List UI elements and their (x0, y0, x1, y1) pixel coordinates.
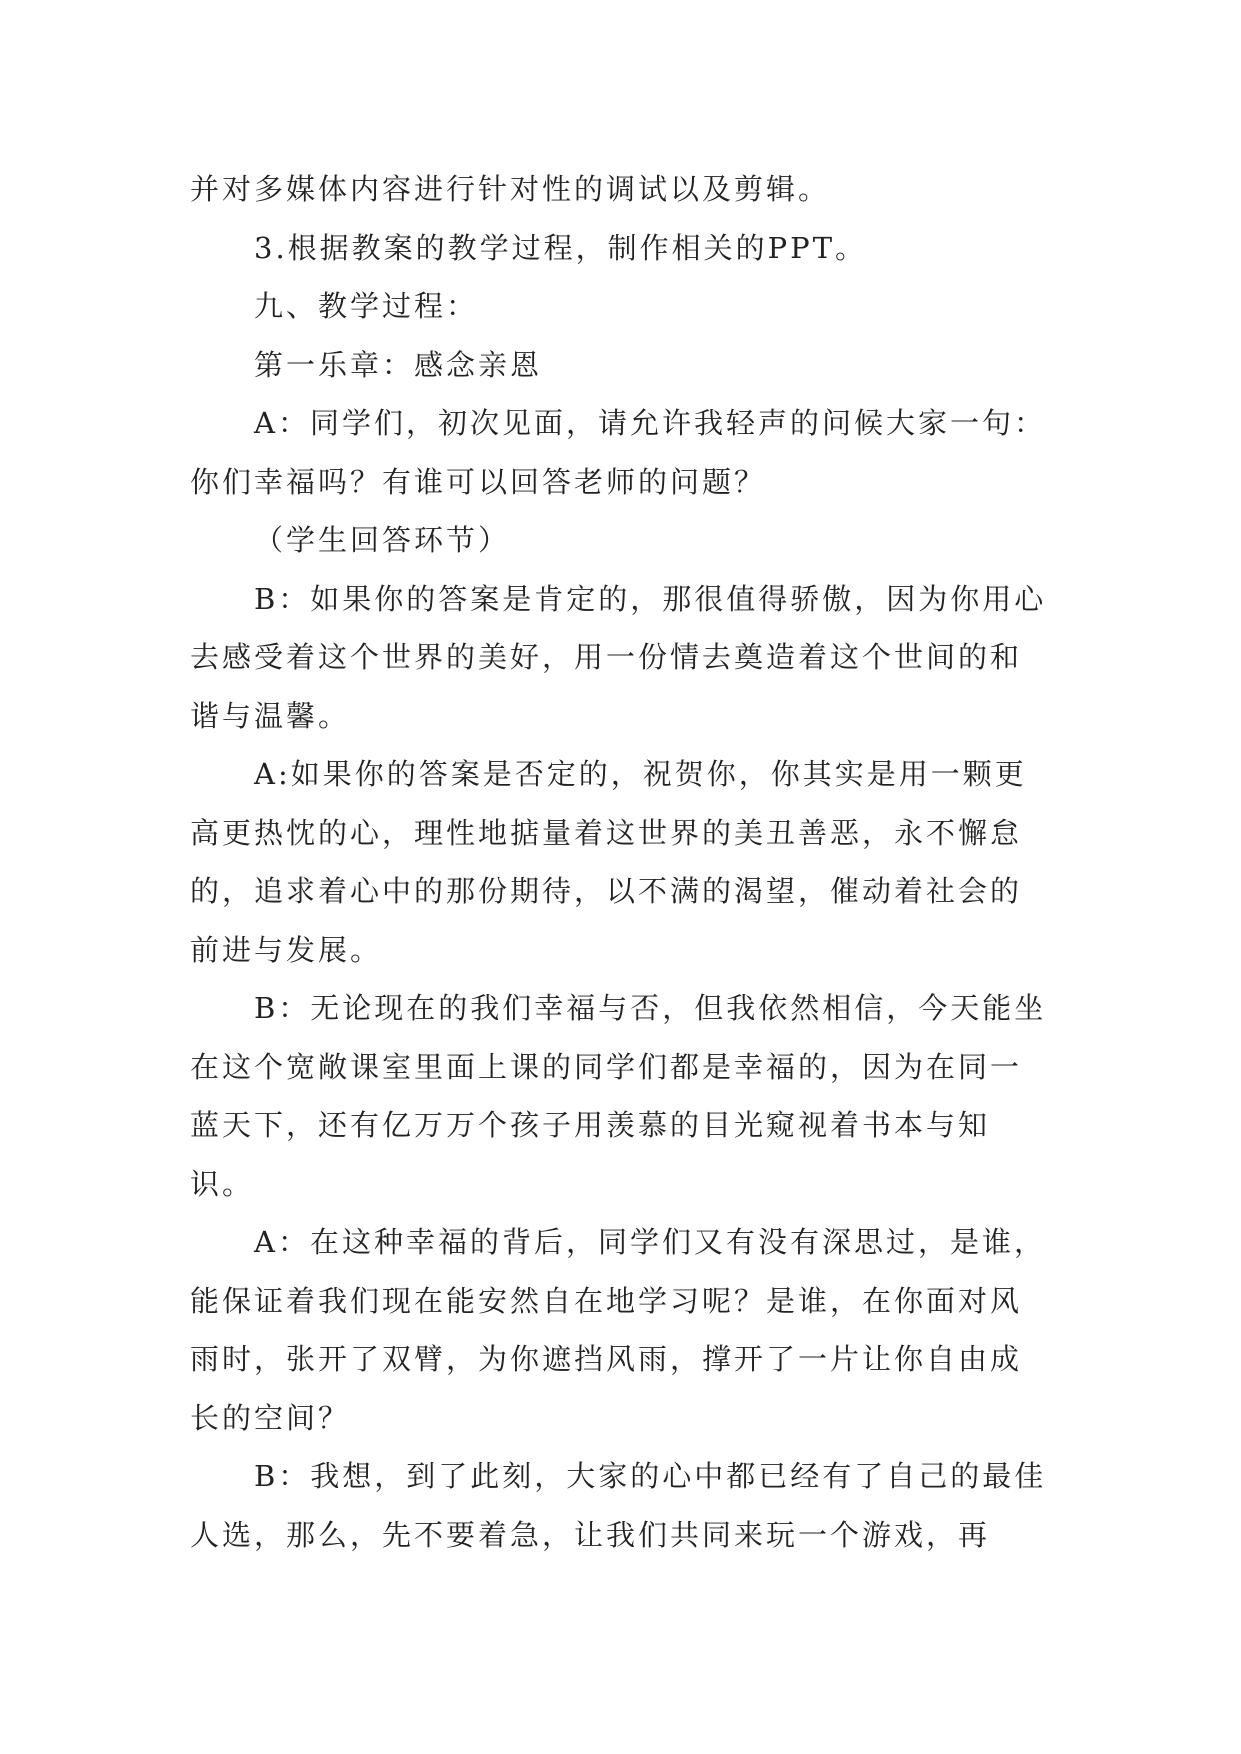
paragraph-dialogue-a1: A：同学们，初次见面，请允许我轻声的问候大家一句：你们幸福吗？有谁可以回答老师的问题？ (190, 406, 1046, 499)
paragraph-continuation: 并对多媒体内容进行针对性的调试以及剪辑。 (190, 172, 831, 206)
paragraph-dialogue-a3: A：在这种幸福的背后，同学们又有没有深思过，是谁，能保证着我们现在能安然自在地学习呢？是谁，在你面对风雨时，张开了双臂，为你遮挡风雨，撑开了一片让你自由成长的空间？ (190, 1225, 1046, 1435)
document-body (190, 160, 1050, 1564)
paragraph-dialogue-b1: B：如果你的答案是肯定的，那很值得骄傲，因为你用心去感受着这个世界的美好，用一份情去奠造着这个世间的和谐与温馨。 (190, 581, 1047, 733)
chapter-heading: 第一乐章：感念亲恩 (254, 347, 543, 382)
section-heading-teaching-process: 九、教学过程： (254, 289, 479, 323)
paragraph-dialogue-b3: B：我想，到了此刻，大家的心中都已经有了自己的最佳人选，那么，先不要着急，让我们共同来玩一个游戏，再 (190, 1459, 1047, 1552)
paragraph-ppt-step: 3.根据教案的教学过程，制作相关的PPT。 (254, 230, 868, 265)
paragraph-dialogue-a2: A:如果你的答案是否定的，祝贺你，你其实是用一颗更高更热忱的心，理性地掂量着这世界的美丑善恶，永不懈怠的，追求着心中的那份期待，以不满的渴望，催动着社会的前进与发展。 (190, 757, 1027, 967)
paragraph-dialogue-b2: B：无论现在的我们幸福与否，但我依然相信，今天能坐在这个宽敞课室里面上课的同学们都是幸福的，因为在同一蓝天下，还有亿万万个孩子用羡慕的目光窥视着书本与知识。 (190, 991, 1047, 1201)
paragraph-student-answer: （学生回答环节） (254, 523, 511, 557)
